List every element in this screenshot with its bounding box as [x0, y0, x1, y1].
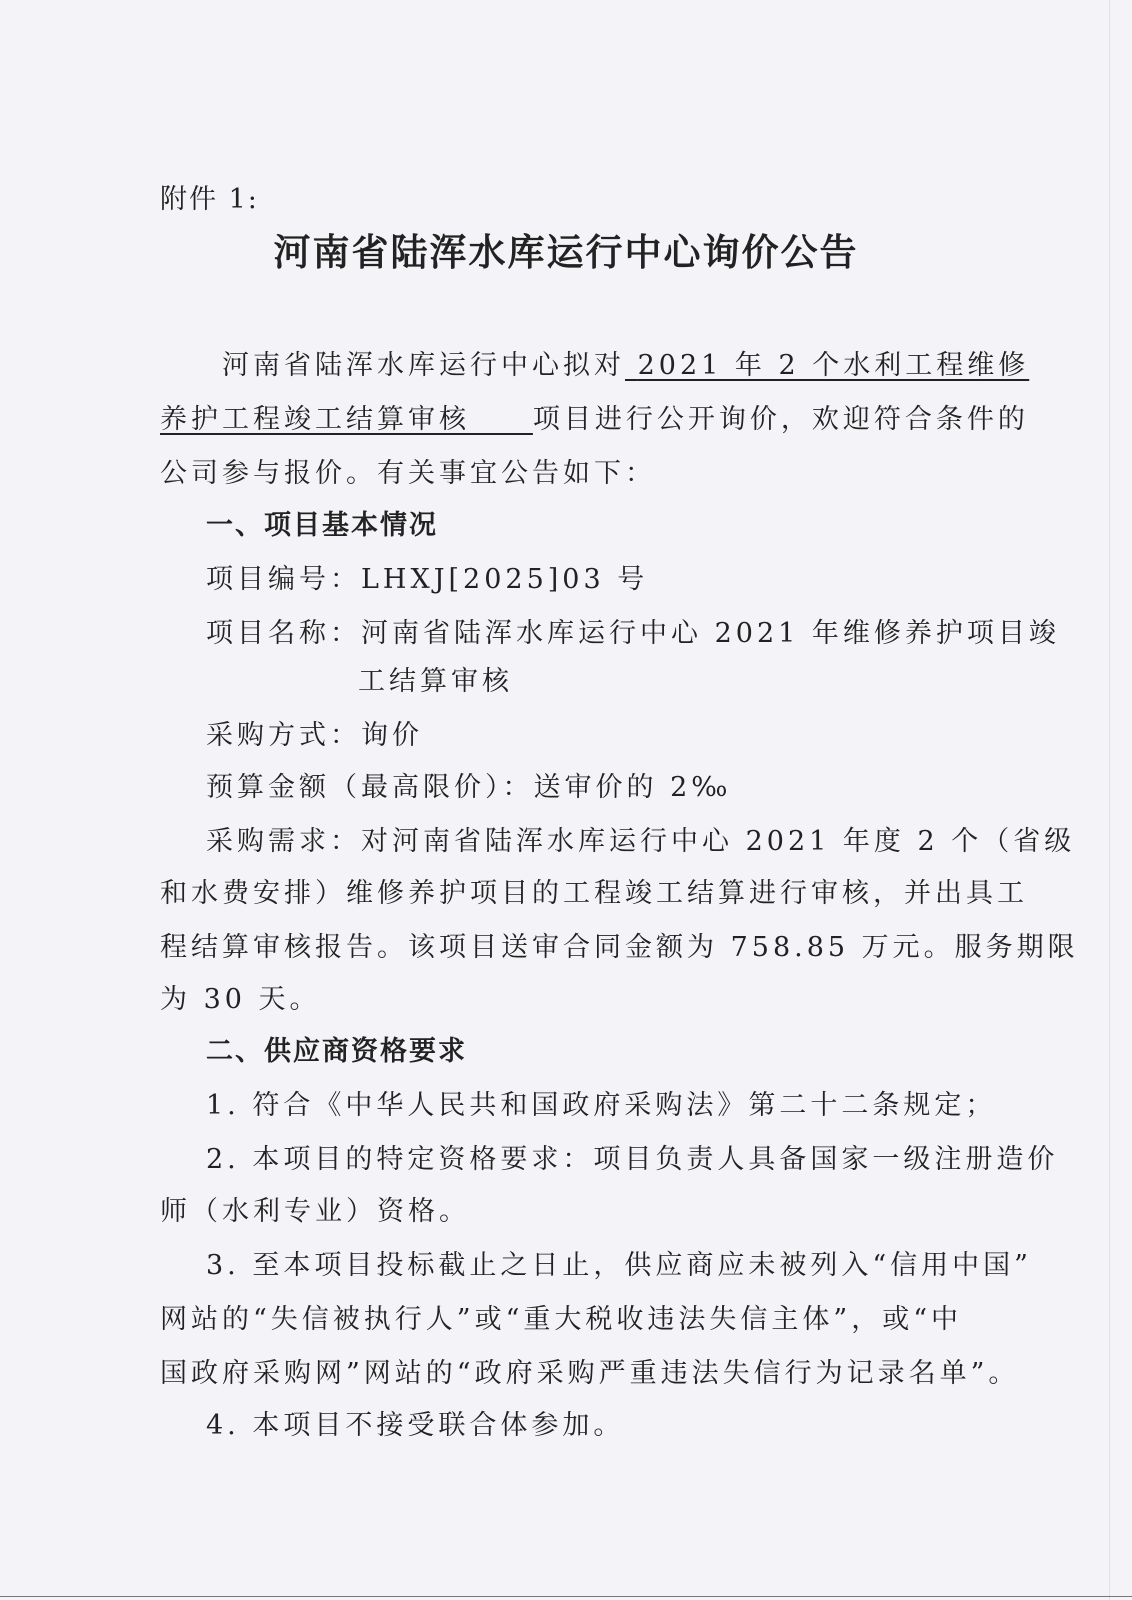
page-bottom-edge [0, 1596, 1132, 1597]
procurement-requirement-cont: 和水费安排）维修养护项目的工程竣工结算进行审核，并出具工 [160, 878, 1028, 909]
intro-text: 项目进行公开询价，欢迎符合条件的 [532, 404, 1029, 435]
project-name-underlined: 2021 年 2 个水利工程维修 [637, 350, 1030, 381]
procurement-requirement-cont: 程结算审核报告。该项目送审合同金额为 758.85 万元。服务期限 [160, 932, 1079, 963]
project-name-cont: 工结算审核 [358, 666, 513, 697]
requirement-item-3-cont: 网站的“失信被执行人”或“重大税收违法失信主体”，或“中 [160, 1304, 963, 1335]
section-heading-2: 二、供应商资格要求 [206, 1036, 467, 1067]
procurement-requirement-cont: 为 30 天。 [160, 984, 321, 1015]
procurement-method: 采购方式：询价 [206, 720, 423, 751]
project-number: 项目编号：LHXJ[2025]03 号 [206, 564, 649, 595]
requirement-item-1: 1. 符合《中华人民共和国政府采购法》第二十二条规定； [206, 1090, 997, 1121]
attachment-label: 附件 1: [160, 184, 259, 215]
requirement-item-3-cont: 国政府采购网”网站的“政府采购严重违法失信行为记录名单”。 [160, 1358, 1020, 1389]
intro-line-3: 公司参与报价。有关事宜公告如下： [160, 458, 656, 489]
intro-line-2 [160, 402, 1029, 438]
intro-line-1 [222, 348, 1082, 384]
requirement-item-2: 2. 本项目的特定资格要求：项目负责人具备国家一级注册造价 [206, 1144, 1059, 1175]
intro-text: 河南省陆浑水库运行中心拟对 [222, 350, 625, 381]
project-name-underlined-cont: 养护工程竣工结算审核 [160, 404, 470, 435]
page-title: 河南省陆浑水库运行中心询价公告 [273, 231, 859, 274]
project-name: 项目名称：河南省陆浑水库运行中心 2021 年维修养护项目竣 [206, 618, 1060, 649]
requirement-item-2-cont: 师（水利专业）资格。 [160, 1196, 470, 1227]
budget-amount: 预算金额（最高限价）：送审价的 2‰ [206, 772, 732, 803]
requirement-item-4: 4. 本项目不接受联合体参加。 [206, 1410, 625, 1441]
section-heading-1: 一、项目基本情况 [206, 510, 438, 541]
procurement-requirement: 采购需求：对河南省陆浑水库运行中心 2021 年度 2 个（省级 [206, 826, 1076, 857]
requirement-item-3: 3. 至本项目投标截止之日止，供应商应未被列入“信用中国” [206, 1250, 1032, 1281]
